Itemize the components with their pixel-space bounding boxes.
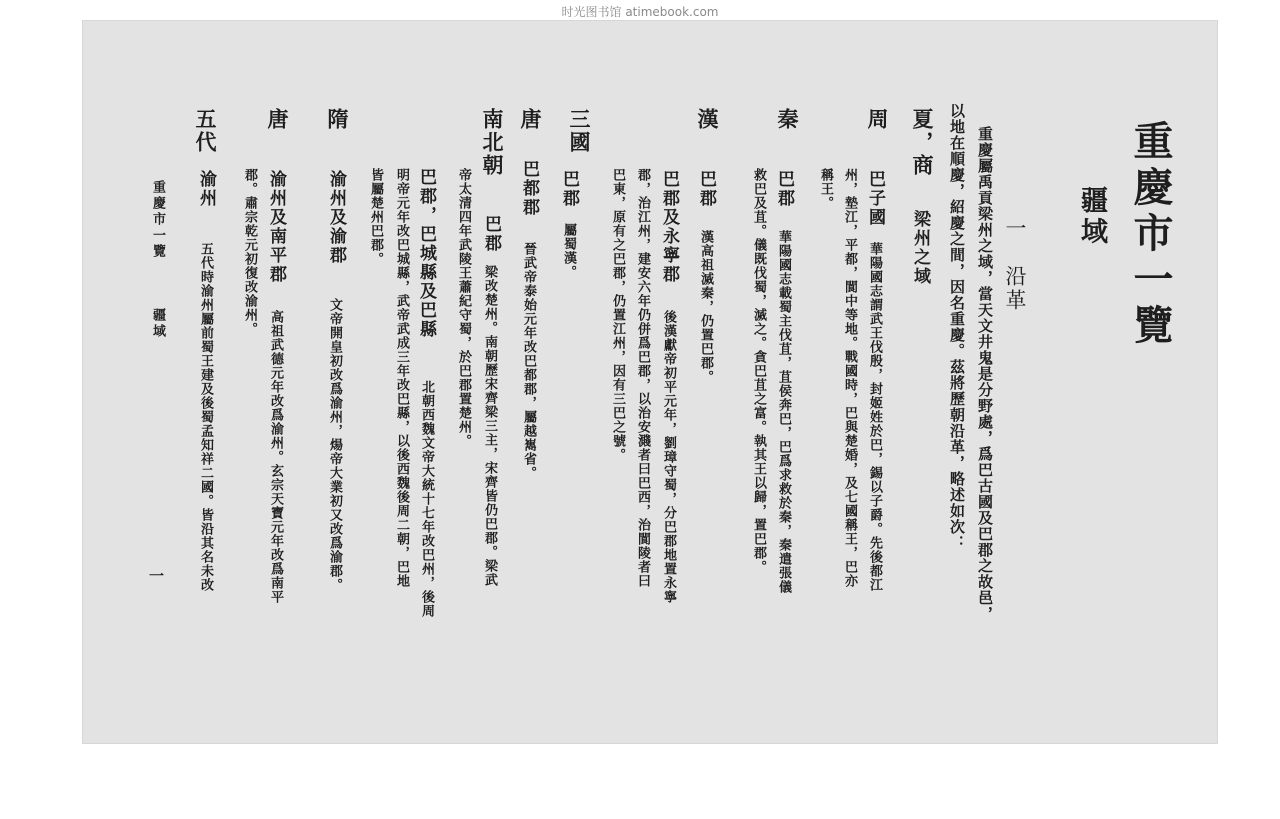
entry-note: 文帝開皇初改爲渝州，煬帝大業初又改爲渝郡。: [327, 298, 342, 592]
section-heading: 疆域: [1076, 186, 1107, 248]
entry-note: 郡。肅宗乾元初復改渝州。: [242, 168, 257, 336]
place-name: 渝州及南平郡: [266, 170, 286, 284]
page-title: 重慶市一覽: [1127, 120, 1174, 350]
place-name: 梁州之域: [910, 210, 930, 286]
entry-note: 高祖武德元年改爲渝州。玄宗天寶元年改爲南平: [268, 310, 283, 604]
entry-note: 五代時渝州屬前蜀王建及後蜀孟知祥二國。皆沿其名未改: [198, 242, 213, 592]
entry-note: 梁改楚州。南朝歷宋齊梁三主，宋齊皆仍巴郡。梁武: [482, 265, 497, 587]
intro-line-2: 以地在順慶，紹慶之間，因名重慶。茲將歷朝沿革，略述如次：: [948, 103, 966, 551]
place-name: 巴郡: [559, 170, 579, 208]
entry-note: 稱王。: [818, 168, 833, 210]
entry-note: 北朝西魏文帝大統十七年改巴州，後周: [419, 380, 434, 618]
page-number: 一: [147, 568, 165, 583]
place-name: 巴子國: [865, 170, 885, 227]
place-name: 巴郡，巴城縣及巴縣: [416, 168, 436, 339]
entry-note: 華陽國志載蜀主伐苴，苴侯奔巴，巴爲求救於秦，秦遣張儀: [776, 230, 791, 594]
entry-note: 明帝元年改巴城縣，武帝武成三年改巴縣，以後西魏後周二朝，巴地: [394, 168, 409, 588]
running-section: 疆域: [150, 308, 165, 340]
dynasty-label: 周: [865, 108, 890, 131]
entry-note: 漢高祖滅秦，仍置巴郡。: [698, 230, 713, 384]
place-name: 巴郡: [696, 170, 716, 208]
place-name: 巴郡: [774, 170, 794, 208]
book-page: [82, 20, 1218, 744]
subsection-heading: 一 沿革: [1003, 217, 1027, 313]
intro-line-1: 重慶屬禹貢梁州之域，當天文井鬼是分野處，爲巴古國及巴郡之故邑，: [976, 126, 994, 622]
entry-note: 後漢獻帝初平元年，劉璋守蜀，分巴郡地置永寧: [661, 310, 676, 604]
entry-note: 帝太清四年武陵王蕭紀守蜀，於巴郡置楚州。: [456, 168, 471, 448]
running-title: 重慶市一覽: [150, 180, 165, 260]
dynasty-label: 隋: [325, 108, 350, 131]
entry-note: 巴東，原有之巴郡，仍置江州，因有三巴之號。: [610, 168, 625, 462]
entry-note: 救巴及苴。儀既伐蜀，滅之。貪巴苴之富。執其王以歸，置巴郡。: [751, 168, 766, 574]
entry-note: 屬蜀漢。: [561, 223, 576, 279]
place-name: 渝州: [196, 170, 216, 208]
place-name: 巴都郡: [519, 160, 539, 217]
dynasty-label: 夏，商: [910, 108, 935, 177]
dynasty-label: 唐: [518, 108, 543, 131]
place-name: 巴郡: [481, 215, 501, 253]
entry-note: 州，墊江，平都，閬中等地。戰國時，巴與楚婚，及七國稱王，巴亦: [842, 168, 857, 588]
dynasty-label: 五代: [193, 108, 218, 154]
place-name: 渝州及渝郡: [326, 170, 346, 265]
dynasty-label: 秦: [775, 108, 800, 131]
dynasty-label: 三國: [567, 108, 592, 154]
entry-note: 華陽國志謂武王伐殷，封姬姓於巴，錫以子爵。先後都江: [867, 242, 882, 592]
dynasty-label: 漢: [695, 108, 720, 131]
entry-note: 晉武帝泰始元年改巴都郡，屬越嶲省。: [521, 242, 536, 480]
dynasty-label: 南北朝: [480, 108, 505, 177]
entry-note: 郡，治江州，建安六年仍併爲巴郡，以治安濺者曰巴西，治閬陵者曰: [635, 168, 650, 588]
watermark-text: 时光图书馆 atimebook.com: [561, 5, 719, 19]
place-name: 巴郡及永寧郡: [659, 170, 679, 284]
dynasty-label: 唐: [265, 108, 290, 131]
entry-note: 皆屬楚州巴郡。: [368, 168, 383, 266]
